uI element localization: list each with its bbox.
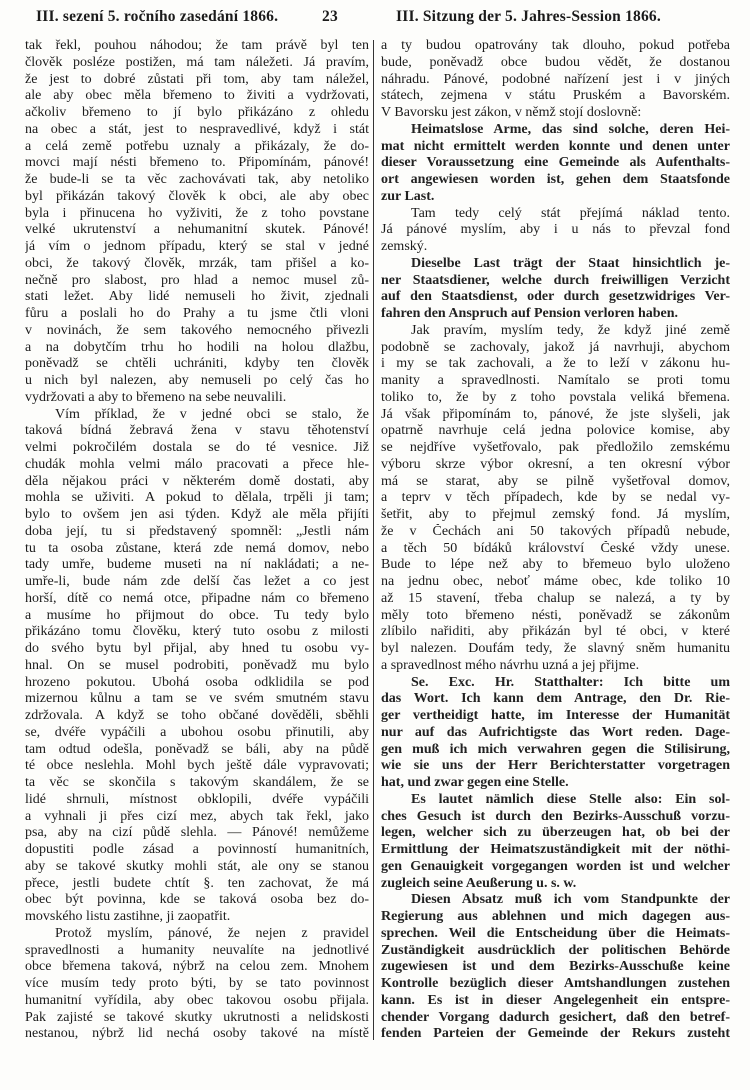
text-line: ort angewiesen worden ist, gehen dem Staatsfonde xyxy=(381,172,730,187)
text-line: umře-li, bude nám zde delší čas ležet a co jest xyxy=(25,574,369,589)
text-line: hnal. On se musel podrobiti, poněvadž mu bylo xyxy=(25,657,369,673)
text-line: více musím tedy proto býti, by se tato povinnost xyxy=(25,976,369,991)
text-line: zugleich seine Aeußerung u. s. w. xyxy=(381,875,577,891)
text-line: a na dobytčím trhu ho hodili na holou dlažbu, xyxy=(25,339,369,355)
text-line: chender Vorgang dadurch gesichert, daß den betref- xyxy=(381,1009,730,1025)
text-line: Se. Exc. Hr. Statthalter: Ich bitte um xyxy=(411,674,730,690)
text-line: a vyhnali ji přes cizí mez, abych tak řekl, jako xyxy=(25,808,369,824)
text-line: legen, welcher sich zu überzeugen hat, ob bei der xyxy=(381,825,730,841)
text-line: Tam tedy celý stát přejímá náklad tento. xyxy=(411,205,730,221)
text-line: zugewiesen ist und dem Bezirks-Ausschuße keine xyxy=(381,959,730,975)
left-text-column xyxy=(25,38,369,1043)
text-line: byla i přinucena ho vyživiti, že z toho povstane xyxy=(25,205,369,221)
text-line: a teprv v těch případech, kde by se nedal vy- xyxy=(381,490,730,506)
text-line: ner Staatsdiener, welche durch freiwilligen Verzicht xyxy=(381,272,730,288)
paragraph xyxy=(25,38,369,407)
text-line: movského listu zastihne, ji zaopatřit. xyxy=(25,909,231,924)
text-line: velmi pokročilém dostala se do té vesnice. Již xyxy=(25,440,369,455)
text-line: té obce neslehla. Mohl bych ještě dále vypravovati; xyxy=(25,758,369,774)
paragraph xyxy=(381,323,730,675)
text-line: já vím o jednom případu, který se stal v jedné xyxy=(25,239,369,254)
text-line: kann. Es ist in dieser Angelegenheit ein entspre- xyxy=(381,992,730,1008)
paragraph xyxy=(381,892,730,1043)
text-line: Pak zajisté se takové skutky ukrutnosti a nelidskosti xyxy=(25,1009,369,1025)
text-line: zlíbilo nařiditi, aby přikázán byl té obci, v které xyxy=(381,624,730,640)
running-header-czech: III. sezení 5. ročního zasedání 1866. xyxy=(36,8,279,25)
text-line: Ermittlung der Heimatszuständigkeit mit der nöthi- xyxy=(381,842,730,857)
text-line: hrozeno pokutou. Ubohá osoba odklidila se pod xyxy=(25,674,369,690)
text-line: a celá země potřebu uznaly a přikázaly, že do- xyxy=(25,138,369,154)
running-header-german: III. Sitzung der 5. Jahres-Session 1866. xyxy=(396,8,661,25)
text-line: Regierung aus ablehnen und mich dagegen aus- xyxy=(381,909,730,924)
paragraph xyxy=(25,407,369,926)
text-line: auf den Staatsdienst, oder durch gesetzwidriges Ver- xyxy=(381,289,730,305)
text-line: i my se tak zachovali, a že to leží v zákonu hu- xyxy=(381,356,730,372)
text-line: tak řekl, pouhou náhodou; že tam právě byl ten xyxy=(25,38,369,53)
text-line: lidé shrnuli, místnost obklopili, dvéře vypáčili xyxy=(25,791,369,807)
text-line: u nich byl nalezen, aby nemuseli po celý čas ho xyxy=(25,373,369,388)
text-line: tam odtud odešla, poněvadž se báli, aby na půdě xyxy=(25,741,369,757)
text-line: gen Genauigkeit vorgegangen worden ist und welcher xyxy=(381,858,730,874)
text-line: a musíme ho přijmout do obce. Tu tedy bylo xyxy=(25,607,369,623)
text-line: Diesen Absatz muß ich vom Standpunkte der xyxy=(411,892,730,908)
text-line: spravedlnosti a humanity neuvalíte na jednotlivé xyxy=(25,942,369,958)
text-line: tu ta osoba zůstane, která zde nemá domov, nebo xyxy=(25,540,369,556)
text-line: mat nicht ermittelt werden konnte und denen unter xyxy=(381,138,730,154)
paragraph xyxy=(381,675,730,792)
text-line: se, dvéře vypáčili a ubohou osobu přinutili, aby xyxy=(25,724,369,740)
text-line: podobně se zachovaly, jakož já navrhuji, abychom xyxy=(381,339,730,355)
text-line: přikázáno tomu člověku, který tuto osobu z milosti xyxy=(25,624,369,640)
text-line: zemský. xyxy=(381,239,428,254)
text-line: šetřit, aby to přejmul zemský fond. Já myslím, xyxy=(381,507,730,522)
text-line: psa, aby na cizí půdě slehla. — Pánové! nemůžeme xyxy=(25,825,369,841)
text-line: wie sie uns der Herr Berichterstatter vorgetragen xyxy=(381,758,730,774)
paragraph xyxy=(381,206,730,256)
text-line: a ty budou opatrovány tak dlouho, pokud potřeba xyxy=(381,38,730,53)
text-line: vydržovati a aby to břemeno na sebe neuvalili. xyxy=(25,389,287,405)
text-line: chudák mohla velmi málo pracovati a přece hle- xyxy=(25,456,369,472)
text-line: fahren den Anspruch auf Pension verloren haben. xyxy=(381,306,679,321)
text-line: ger vertheidigt hatte, im Interesse der Humanität xyxy=(381,708,730,723)
text-line: že v Čechách ani 50 takových případů nebude, xyxy=(381,523,730,539)
paragraph xyxy=(381,256,730,323)
text-line: horší, dítě co nemá otce, připadne nám co břemeno xyxy=(25,590,369,606)
text-line: obec být povinna, kde se taková osoba bez do- xyxy=(25,892,369,908)
text-line: Já pánové myslím, aby i u nás to převzal fond xyxy=(381,222,730,238)
text-line: na jednu obec, neboť máme obec, kde toliko 10 xyxy=(381,574,730,589)
text-line: hat, und zwar gegen eine Stelle. xyxy=(381,775,569,790)
paragraph xyxy=(381,792,730,893)
text-line: ačkoliv břemeno to jí bylo přikázáno z ohledu xyxy=(25,105,369,120)
text-line: do svého bytu byl přijal, aby hned tu osobu vy- xyxy=(25,641,369,656)
text-line: toliko to, že by z toho povstala veliká břemena. xyxy=(381,389,730,405)
text-line: Já však připomínám to, pánové, že jste slyšeli, jak xyxy=(381,406,730,422)
text-line: Kontrolle bezüglich dieser Amtshandlungen zustehen xyxy=(381,976,730,991)
text-line: velké ukrutenství a nehumanitní skutek. Pánové! xyxy=(25,222,369,238)
text-line: člověk posléze postižen, má tam náležeti. Já pravím, xyxy=(25,54,369,70)
paragraph xyxy=(381,122,730,206)
text-line: Heimatslose Arme, das sind solche, deren Hei- xyxy=(411,121,730,137)
text-line: státech, zejmena v státu Pruském a Bavorském. xyxy=(381,88,730,104)
text-line: V Bavorsku jest zákon, v němž stojí doslovně: xyxy=(381,105,642,120)
text-line: poněvadž se chtěli uchrániti, kdyby ten člověk xyxy=(25,356,369,372)
text-line: obce břemena taková, nýbrž na celou zem. Mnohem xyxy=(25,959,369,975)
text-line: opatrně navrhuje celá jedna polovice komise, aby xyxy=(381,423,730,439)
text-line: taková bídná žebravá žena v stavu těhotenství xyxy=(25,423,369,439)
text-line: zur Last. xyxy=(381,188,435,204)
text-line: bude, poněvadž obce budou vědět, že dostanou xyxy=(381,54,730,70)
text-line: manity a spravedlnosti. Namítalo se proti tomu xyxy=(381,373,730,388)
text-line: das Wort. Ich kann dem Antrage, den Dr. Rie- xyxy=(381,691,730,707)
text-line: Jak pravím, myslím tedy, že když jiné země xyxy=(411,322,730,338)
text-line: že bude-li se ta věc zachovávati tak, aby netoliko xyxy=(25,172,369,187)
text-line: bylo to ovšem jen asi týden. Když ale měla přijíti xyxy=(25,507,369,522)
text-line: fůru a poslali ho do Prahy a tu jsme čtli vloni xyxy=(25,306,369,321)
text-line: až 15 stavení, třeba chalup se nalezá, a ty by xyxy=(381,590,730,606)
text-line: byl přikázán takový člověk k obci, ale aby obec xyxy=(25,188,369,204)
page-number: 23 xyxy=(322,8,338,25)
text-line: mohla se uživiti. A pokud to dělala, trpěli ji tam; xyxy=(25,490,369,506)
text-line: nur auf das Aufrichtigste das Wort reden. Dage- xyxy=(381,724,730,740)
text-line: Zuständigkeit ausdrücklich der politischen Behörde xyxy=(381,942,730,958)
text-line: mizernou kůlnu a tam se ve svém smutném stavu xyxy=(25,691,369,707)
text-line: přece, jestli budete chtít §. ten zachovat, že má xyxy=(25,875,369,891)
text-line: ta věc se skončila s takovým skandálem, že se xyxy=(25,775,369,790)
text-line: sprechen. Weil die Entscheidung über die Heimats- xyxy=(381,925,730,941)
text-line: humanitní vyřídila, aby obec takovou osobu přijala. xyxy=(25,992,369,1008)
text-line: náhradu. Pánové, podobné nařízení jest i v jiných xyxy=(381,71,730,87)
text-line: Protož myslím, pánové, že nejen z pravidel xyxy=(55,925,369,941)
text-line: tady umře, budeme museti na ní nakládati; a ne- xyxy=(25,557,369,573)
text-line: ale aby obec měla břemeno to živiti a vydržovati, xyxy=(25,88,369,104)
text-line: Bude to lépe než aby to břemeuo bylo uloženo xyxy=(381,557,730,573)
right-text-column xyxy=(381,38,730,1043)
text-line: výboru skrze výbor okresní, a ten okresní výbor xyxy=(381,456,730,472)
text-line: se nejdříve vyšetřovalo, pak předložilo zemskému xyxy=(381,440,730,455)
paragraph xyxy=(25,926,369,1043)
text-line: doba její, tu si představený spomněl: „Jestli nám xyxy=(25,523,369,539)
text-line: movci mají nésti břemeno to. Připomínám, pánové! xyxy=(25,155,369,171)
text-line: Vím příklad, že v jedné obci se stalo, že xyxy=(55,406,369,422)
text-line: má se starat, aby se pilně vyšetřoval domov, xyxy=(381,473,730,489)
column-divider xyxy=(373,40,374,1040)
text-line: dopustiti podle zásad a povinností humanitních, xyxy=(25,842,369,857)
text-line: nečně pro slabost, pro hlad a nemoc musel zů- xyxy=(25,272,369,288)
text-line: gen muß ich mich verwahren gegen die Stilisirung, xyxy=(381,741,730,757)
paragraph xyxy=(381,38,730,122)
text-line: a spravedlnost mého návrhu uzná a jej přijme. xyxy=(381,657,640,673)
text-line: v novinách, že sem takového nemocného přivezli xyxy=(25,322,369,338)
text-line: děla nějakou práci v některém domě dostati, aby xyxy=(25,473,369,489)
text-line: a těch 50 bídáků království České vždy unese. xyxy=(381,540,730,556)
text-line: nestanou, nýbrž lid nechá osoby takové na místě xyxy=(25,1026,369,1042)
text-line: aby se takové skutky mohli stát, ale ony se stanou xyxy=(25,858,369,874)
text-line: zdržovala. A když se toho občané dověděli, sběhli xyxy=(25,708,369,723)
text-line: ches Gesuch ist durch den Bezirks-Ausschuß vorzu- xyxy=(381,808,730,824)
text-line: stati ležet. Aby lidé nemuseli ho živit, zjednali xyxy=(25,289,369,305)
text-line: dieser Voraussetzung eine Gemeinde als Aufenthalts- xyxy=(381,155,730,171)
text-line: měly toto břemeno nésti, poněvadž se zákonům xyxy=(381,607,730,623)
text-line: na obec a stát, jest to nespravedlivé, když i stát xyxy=(25,121,369,137)
text-line: Dieselbe Last trägt der Staat hinsichtlich je- xyxy=(411,255,730,271)
text-line: že jest to dobré zůstati při tom, aby tam náležel, xyxy=(25,71,369,87)
text-line: byl nalezen. Doufám tedy, že slavný sněm humanitu xyxy=(381,641,730,656)
text-line: obci, že takový člověk, mrzák, tam přišel a ko- xyxy=(25,255,369,271)
text-line: Es lautet nämlich diese Stelle also: Ein sol- xyxy=(411,791,730,807)
text-line: fenden Parteien der Gemeinde der Rekurs zusteht xyxy=(381,1026,730,1042)
